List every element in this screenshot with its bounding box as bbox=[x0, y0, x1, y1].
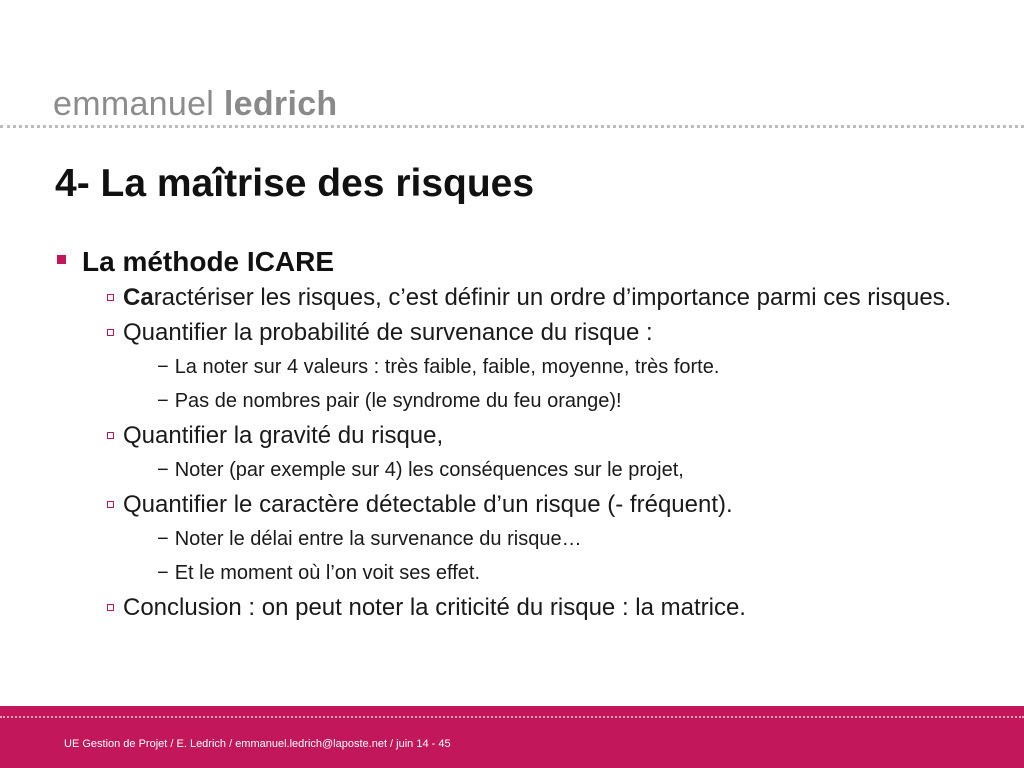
sub-bullet-text: Noter (par exemple sur 4) les conséquences sur le projet, bbox=[174, 459, 684, 481]
footer-dotted-divider bbox=[0, 716, 1024, 718]
hollow-square-bullet-icon bbox=[107, 294, 114, 301]
hollow-square-bullet-icon bbox=[107, 501, 114, 508]
bullet-highlight: Ca bbox=[123, 284, 154, 311]
hollow-square-bullet-icon bbox=[107, 604, 114, 611]
author-logo bbox=[53, 84, 338, 124]
sub-bullet-text: Pas de nombres pair (le syndrome du feu orange)! bbox=[174, 390, 622, 412]
hollow-square-bullet-icon bbox=[107, 432, 114, 439]
sub-bullet-text: Noter le délai entre la survenance du risque… bbox=[174, 528, 582, 550]
header-dotted-divider bbox=[0, 125, 1024, 128]
dash-bullet: − bbox=[157, 459, 169, 481]
bullet-item-detectability bbox=[107, 490, 955, 520]
bullet-text: ractériser les risques, c’est définir un ordre d’importance parmi ces risques. bbox=[153, 284, 952, 311]
slide-content bbox=[55, 243, 955, 628]
sub-bullet-item bbox=[157, 456, 955, 484]
footer-text: UE Gestion de Projet / E. Ledrich / emmanuel.ledrich@laposte.net / juin 14 - 45 bbox=[64, 738, 451, 750]
dash-bullet: − bbox=[157, 528, 169, 550]
bullet-item-probability bbox=[107, 318, 955, 348]
section-heading bbox=[55, 243, 955, 281]
sub-bullet-text: La noter sur 4 valeurs : très faible, faible, moyenne, très forte. bbox=[174, 356, 720, 378]
bullet-item-severity bbox=[107, 421, 955, 451]
bullet-item-characterize bbox=[107, 283, 955, 313]
sub-bullet-item bbox=[157, 353, 955, 381]
section-heading-text: La méthode ICARE bbox=[82, 246, 335, 277]
sub-bullet-item bbox=[157, 387, 955, 415]
bullet-text: Conclusion : on peut noter la criticité du risque : la matrice. bbox=[123, 594, 746, 621]
sub-bullet-item bbox=[157, 525, 955, 553]
sub-bullet-text: Et le moment où l’on voit ses effet. bbox=[174, 562, 481, 584]
slide-title: 4- La maîtrise des risques bbox=[55, 162, 535, 205]
dash-bullet: − bbox=[157, 562, 169, 584]
logo-first-name: emmanuel bbox=[53, 85, 215, 123]
sub-bullet-item bbox=[157, 559, 955, 587]
bullet-text: Quantifier la gravité du risque, bbox=[123, 422, 444, 449]
square-bullet-icon bbox=[57, 255, 66, 264]
logo-last-name: ledrich bbox=[223, 85, 338, 123]
bullet-text: Quantifier la probabilité de survenance du risque : bbox=[123, 319, 653, 346]
hollow-square-bullet-icon bbox=[107, 329, 114, 336]
dash-bullet: − bbox=[157, 356, 169, 378]
bullet-item-conclusion bbox=[107, 593, 955, 623]
bullet-text: Quantifier le caractère détectable d’un risque (- fréquent). bbox=[123, 491, 733, 518]
dash-bullet: − bbox=[157, 390, 169, 412]
